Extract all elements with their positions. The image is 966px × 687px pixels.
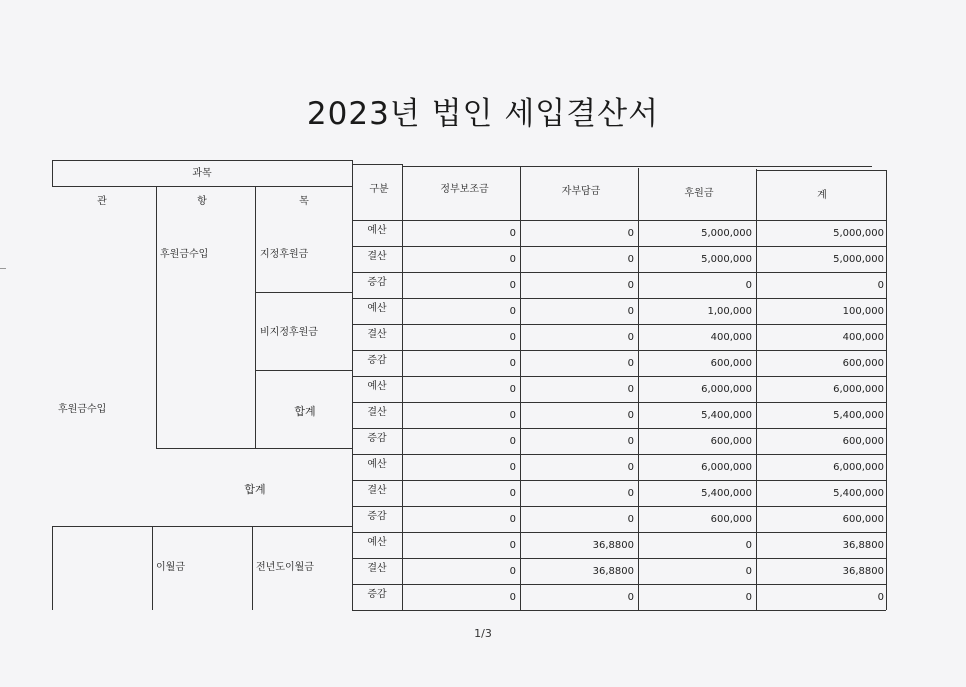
grid-line — [352, 350, 886, 351]
row-donation: 5,000,000 — [701, 228, 752, 239]
row-self-burden: 0 — [627, 436, 634, 447]
row-self-burden: 0 — [627, 280, 634, 291]
grid-line — [352, 164, 402, 165]
grid-line — [352, 220, 886, 221]
row-self-burden: 36,8800 — [592, 540, 634, 551]
row-government-subsidy: 0 — [509, 228, 516, 239]
grid-line — [255, 186, 256, 448]
mok-designated-donation: 지정후원금 — [260, 249, 309, 260]
hang-subtotal: 합계 — [244, 483, 266, 496]
row-gubun: 결산 — [367, 329, 387, 340]
gwan-donation-income: 후원금수입 — [58, 404, 107, 415]
grid-line — [352, 272, 886, 273]
row-gubun: 예산 — [367, 537, 387, 548]
row-self-burden: 0 — [627, 228, 634, 239]
row-total: 400,000 — [842, 332, 884, 343]
grid-line — [52, 160, 53, 186]
grid-line — [352, 506, 886, 507]
grid-line — [156, 186, 157, 448]
grid-line — [352, 454, 886, 455]
row-self-burden: 0 — [627, 488, 634, 499]
row-self-burden: 0 — [627, 462, 634, 473]
grid-line — [352, 246, 886, 247]
grid-line — [52, 526, 352, 527]
mok-subtotal: 합계 — [294, 405, 316, 418]
row-total: 36,8800 — [842, 540, 884, 551]
row-government-subsidy: 0 — [509, 540, 516, 551]
row-donation: 0 — [745, 280, 752, 291]
grid-line — [352, 610, 886, 611]
row-total: 5,000,000 — [833, 254, 884, 265]
row-government-subsidy: 0 — [509, 514, 516, 525]
header-donation: 후원금 — [684, 188, 714, 199]
row-donation: 600,000 — [710, 436, 752, 447]
row-gubun: 결산 — [367, 251, 387, 262]
header-gubun: 구분 — [369, 184, 389, 195]
row-government-subsidy: 0 — [509, 566, 516, 577]
row-self-burden: 0 — [627, 592, 634, 603]
mok-undesignated-donation: 비지정후원금 — [260, 327, 318, 338]
row-donation: 6,000,000 — [701, 384, 752, 395]
row-self-burden: 0 — [627, 514, 634, 525]
grid-line — [352, 532, 886, 533]
row-government-subsidy: 0 — [509, 488, 516, 499]
hang-carryover: 이월금 — [156, 562, 185, 573]
grid-line — [255, 370, 352, 371]
row-self-burden: 36,8800 — [592, 566, 634, 577]
grid-line — [886, 170, 887, 610]
grid-line — [756, 170, 886, 171]
page-title: 2023년 법인 세입결산서 — [306, 96, 660, 132]
grid-line — [52, 526, 53, 610]
grid-line — [352, 428, 886, 429]
grid-line — [252, 526, 253, 610]
header-government-subsidy: 정부보조금 — [440, 184, 489, 195]
grid-line — [52, 160, 352, 161]
row-donation: 5,000,000 — [701, 254, 752, 265]
grid-line — [352, 480, 886, 481]
row-total: 0 — [877, 280, 884, 291]
row-self-burden: 0 — [627, 410, 634, 421]
row-gubun: 증감 — [367, 355, 387, 366]
row-donation: 6,000,000 — [701, 462, 752, 473]
header-self-burden: 자부담금 — [561, 186, 601, 197]
row-donation: 5,400,000 — [701, 410, 752, 421]
mok-prior-year-carryover: 전년도이월금 — [256, 562, 314, 573]
row-self-burden: 0 — [627, 332, 634, 343]
row-donation: 400,000 — [710, 332, 752, 343]
row-gubun: 증감 — [367, 511, 387, 522]
grid-line — [255, 292, 352, 293]
grid-line — [352, 324, 886, 325]
grid-line — [352, 558, 886, 559]
row-total: 100,000 — [842, 306, 884, 317]
row-gubun: 결산 — [367, 485, 387, 496]
page-number: 1/3 — [474, 627, 492, 640]
row-total: 600,000 — [842, 436, 884, 447]
row-government-subsidy: 0 — [509, 592, 516, 603]
row-government-subsidy: 0 — [509, 436, 516, 447]
grid-line — [352, 298, 886, 299]
row-total: 5,400,000 — [833, 410, 884, 421]
header-gwamok: 과목 — [192, 168, 212, 179]
row-total: 6,000,000 — [833, 384, 884, 395]
row-gubun: 예산 — [367, 459, 387, 470]
grid-line — [352, 584, 886, 585]
row-self-burden: 0 — [627, 358, 634, 369]
header-hang: 항 — [197, 196, 207, 207]
row-government-subsidy: 0 — [509, 384, 516, 395]
row-donation: 600,000 — [710, 358, 752, 369]
row-government-subsidy: 0 — [509, 254, 516, 265]
row-self-burden: 0 — [627, 254, 634, 265]
hang-donation-income: 후원금수입 — [160, 249, 209, 260]
row-total: 6,000,000 — [833, 462, 884, 473]
row-government-subsidy: 0 — [509, 306, 516, 317]
row-gubun: 결산 — [367, 563, 387, 574]
row-self-burden: 0 — [627, 384, 634, 395]
scan-mark — [0, 268, 6, 269]
row-total: 5,400,000 — [833, 488, 884, 499]
row-gubun: 예산 — [367, 303, 387, 314]
row-donation: 0 — [745, 566, 752, 577]
row-gubun: 예산 — [367, 225, 387, 236]
grid-line — [352, 376, 886, 377]
row-total: 600,000 — [842, 358, 884, 369]
settlement-table — [52, 160, 892, 610]
row-self-burden: 0 — [627, 306, 634, 317]
row-donation: 600,000 — [710, 514, 752, 525]
grid-line — [152, 526, 153, 610]
row-gubun: 결산 — [367, 407, 387, 418]
row-gubun: 증감 — [367, 277, 387, 288]
grid-line — [352, 402, 886, 403]
row-government-subsidy: 0 — [509, 358, 516, 369]
row-gubun: 예산 — [367, 381, 387, 392]
row-gubun: 증감 — [367, 589, 387, 600]
row-total: 5,000,000 — [833, 228, 884, 239]
grid-line — [52, 186, 352, 187]
grid-line — [402, 166, 872, 167]
row-gubun: 증감 — [367, 433, 387, 444]
row-total: 600,000 — [842, 514, 884, 525]
row-donation: 0 — [745, 540, 752, 551]
row-total: 0 — [877, 592, 884, 603]
row-government-subsidy: 0 — [509, 410, 516, 421]
row-donation: 1,00,000 — [707, 306, 752, 317]
row-government-subsidy: 0 — [509, 332, 516, 343]
grid-line — [156, 448, 352, 449]
row-government-subsidy: 0 — [509, 280, 516, 291]
row-government-subsidy: 0 — [509, 462, 516, 473]
row-donation: 5,400,000 — [701, 488, 752, 499]
row-donation: 0 — [745, 592, 752, 603]
header-mok: 목 — [299, 196, 309, 207]
header-total: 계 — [817, 190, 827, 201]
row-total: 36,8800 — [842, 566, 884, 577]
header-gwan: 관 — [97, 196, 107, 207]
